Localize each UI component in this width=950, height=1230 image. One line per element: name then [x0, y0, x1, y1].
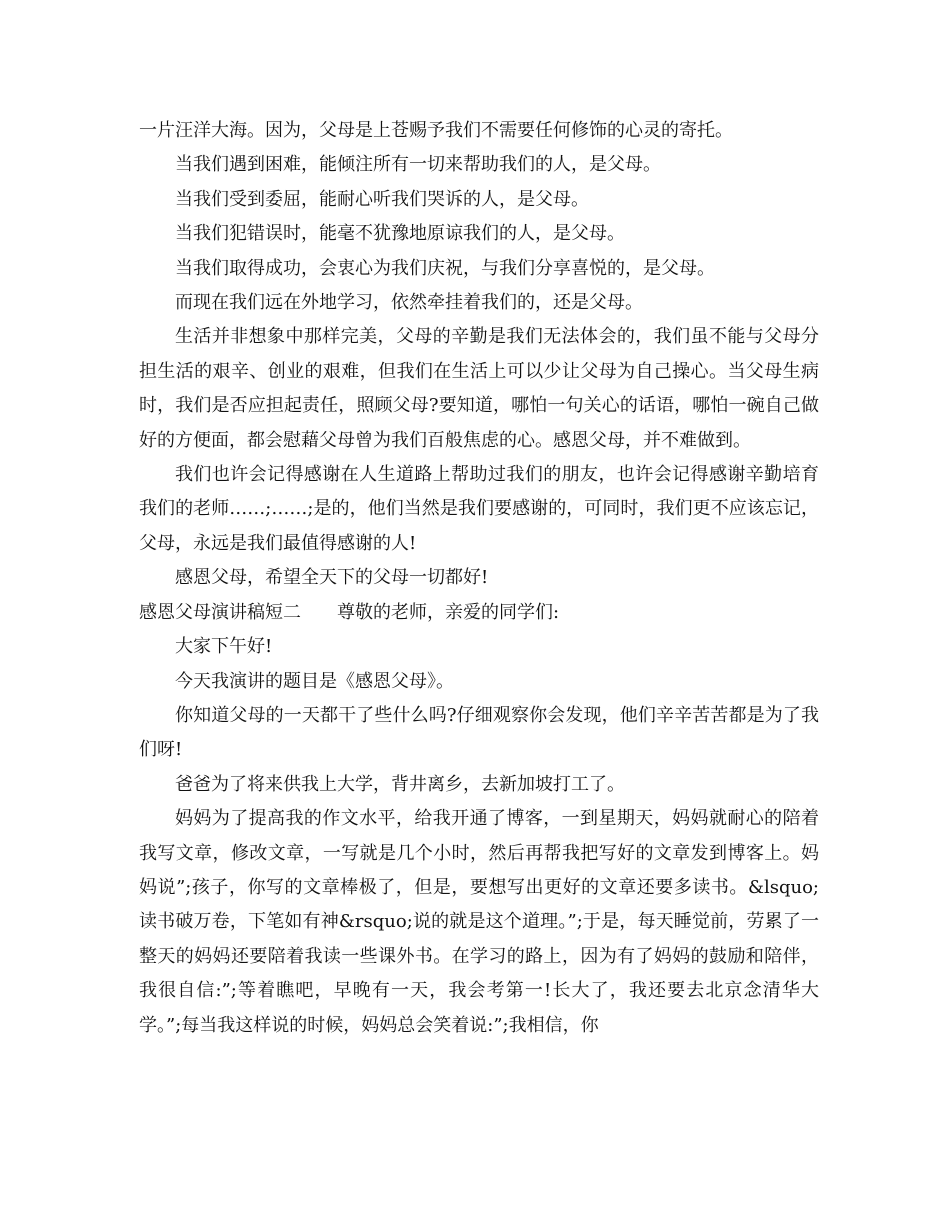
paragraph: 当我们取得成功，会衷心为我们庆祝，与我们分享喜悦的，是父母。 — [175, 257, 715, 279]
paragraph: 感恩父母，希望全天下的父母一切都好! — [175, 567, 489, 589]
section-heading: 感恩父母演讲稿短二 尊敬的老师，亲爱的同学们: — [139, 601, 560, 623]
paragraph: 当我们受到委屈，能耐心听我们哭诉的人，是父母。 — [175, 188, 589, 210]
paragraph: 妈妈为了提高我的作文水平，给我开通了博客，一到星期天，妈妈就耐心的陪着我写文章，修改文章，一写就是几个小时，然后再帮我把写好的文章发到博客上。妈妈说”;孩子，你写的文章棒极了，但是，要想写出更好的文章还要多读书。&lsquo;读书破万卷，下笔如有神&rsquo;说的就是这个道理。”;于是，每天睡觉前，劳累了一整天的妈妈还要陪着我读一些课外书。在学习的路上，因为有了妈妈的鼓励和陪伴，我很自信:”;等着瞧吧，早晚有一天，我会考第一!长大了，我还要去北京念清华大学。”;每当我这样说的时候，妈妈总会笑着说:”;我相信，你 — [139, 808, 819, 1036]
paragraph: 今天我演讲的题目是《感恩父母》。 — [175, 670, 454, 692]
paragraph: 生活并非想象中那样完美，父母的辛勤是我们无法体会的，我们虽不能与父母分担生活的艰辛、创业的艰难，但我们在生活上可以少让父母为自己操心。当父母生病时，我们是否应担起责任，照顾父母?要知道，哪怕一句关心的话语，哪怕一碗自己做好的方便面，都会慰藉父母曾为我们百般焦虑的心。感恩父母，并不难做到。 — [139, 326, 819, 451]
paragraph: 当我们遇到困难，能倾注所有一切来帮助我们的人，是父母。 — [175, 154, 661, 176]
paragraph: 当我们犯错误时，能毫不犹豫地原谅我们的人，是父母。 — [175, 223, 625, 245]
paragraph: 你知道父母的一天都干了些什么吗?仔细观察你会发现，他们辛辛苦苦都是为了我们呀! — [139, 704, 819, 761]
paragraph: 爸爸为了将来供我上大学，背井离乡，去新加坡打工了。 — [175, 773, 625, 795]
paragraph: 我们也许会记得感谢在人生道路上帮助过我们的朋友，也许会记得感谢辛勤培育我们的老师……;……;是的，他们当然是我们要感谢的，可同时，我们更不应该忘记，父母，永远是我们最值得感谢的人! — [139, 464, 819, 554]
paragraph: 大家下午好! — [175, 636, 273, 658]
paragraph: 一片汪洋大海。因为，父母是上苍赐予我们不需要任何修饰的心灵的寄托。 — [139, 120, 733, 141]
document-body — [139, 114, 819, 1043]
paragraph: 而现在我们远在外地学习，依然牵挂着我们的，还是父母。 — [175, 292, 643, 314]
